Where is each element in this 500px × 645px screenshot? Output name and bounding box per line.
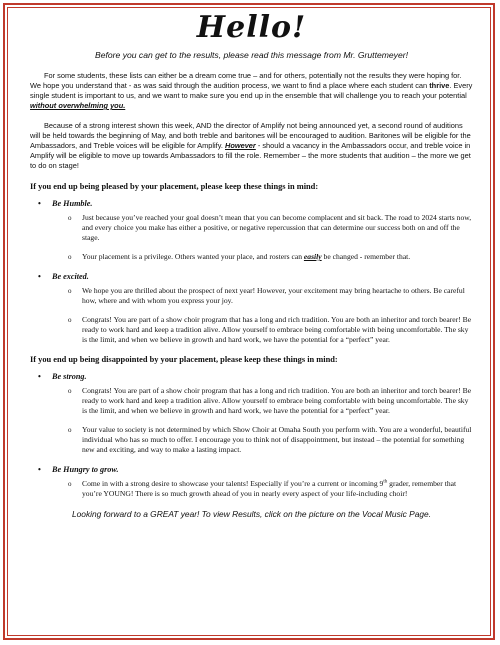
hungry-item-1-text-b: grader, remember that you’re YOUNG! There is so much growth ahead of you in nearly every aspect of your life-including choir! [82,479,457,498]
excited-item-1: o We hope you are thrilled about the prospect of next year! However, your excitement may bring heartache to others. Be careful how, where and with whom you express your joy. [30,286,473,306]
page-title: Hello! [196,10,307,45]
hungry-item-1-superscript: th [383,479,388,485]
bullet-be-hungry: • Be Hungry to grow. [30,464,473,475]
strong-item-1: o Congrats! You are part of a show choir program that has a long and rich tradition. You are both an inheritor and torch bearer! Be ready to work hard and keep a tradition alive. Allow yourself to embrace being comfortable with being uncomfortable. The sky is the limit, and when we believe in growth and hard work, we have the potential for a “perfect” year. [30,386,473,416]
footer-note: Looking forward to a GREAT year! To view Results, click on the picture on the Vocal Music Page. [71,509,432,519]
bullet-be-humble: • Be Humble. [30,198,473,209]
letter-content [30,10,473,520]
excited-item-2: o Congrats! You are part of a show choir program that has a long and rich tradition. You are both an inheritor and torch bearer! Be ready to work hard and keep a tradition alive. Allow yourself to embrace being comfortable with being uncomfortable. The sky is the limit, and when we believe in growth and hard work, we have the potential for a “perfect” year. [30,315,473,345]
humble-item-2-emphasis: easily [303,252,322,261]
intro-p1-emphasis: without overwhelming you. [30,101,126,110]
bullet-be-excited: • Be excited. [30,271,473,282]
intro-p1-bold: thrive [429,81,450,90]
humble-item-2-text-b: be changed - remember that. [321,252,411,261]
bullet-be-strong: • Be strong. [30,371,473,382]
humble-item-2 [30,252,473,262]
intro-p2-text-b: - should a vacancy in the Ambassadors occur, and treble voice in Amplify will be eligible to move up towards Ambassadors to fill the role. Remember – the more students that audition – the more we get to do on stage! [30,141,471,170]
humble-item-2-text-a: Your placement is a privilege. Others wanted your place, and rosters can [82,252,304,261]
disappointed-heading: If you end up being disappointed by your placement, please keep these things in mind: [30,355,338,364]
intro-p2-emphasis: However [224,141,256,150]
intro-paragraph-1 [30,71,473,111]
pleased-heading: If you end up being pleased by your placement, please keep these things in mind: [30,182,319,191]
intro-p2-text-a: Because of a strong interest shown this week, AND the director of Amplify not being announced yet, a second round of auditions will be held towards the beginning of May, and both treble and baritones will be encouraged to audition. Baritones will be eligible for the Ambassadors, and Treble voices will be eligible for Amplify. [30,121,471,150]
intro-p1-text-b: . Every single student is important to us, and we want to make sure you end up in the ensemble that will challenge you to reach your potential [30,81,473,100]
hungry-item-1 [30,479,473,499]
intro-paragraph-2 [30,121,473,171]
hungry-item-1-text-a: Come in with a strong desire to showcase your talents! Especially if you’re a current or incoming 9 [82,479,384,488]
page-subtitle: Before you can get to the results, please read this message from Mr. Gruttemeyer! [94,50,409,60]
intro-p1-text-a: For some students, these lists can either be a dream come true – and for others, potentially not the results they were hoping for. We hope you understand that - as was said through the audition process, we want to find a place where each student can [30,71,462,90]
humble-item-1: o Just because you’ve reached your goal doesn’t mean that you can become complacent and sit back. The road to 2024 starts now, and every choice you make has either a positive, or negative repercussion that can determine our success both on and off the stage. [30,213,473,243]
strong-item-2: o Your value to society is not determined by which Show Choir at Omaha South you perform with. You are a wonderful, beautiful individual who has so much to offer. I encourage you to think not of disappointment, but instead – the potential for something new and exciting, and way to make a lasting impact. [30,425,473,455]
